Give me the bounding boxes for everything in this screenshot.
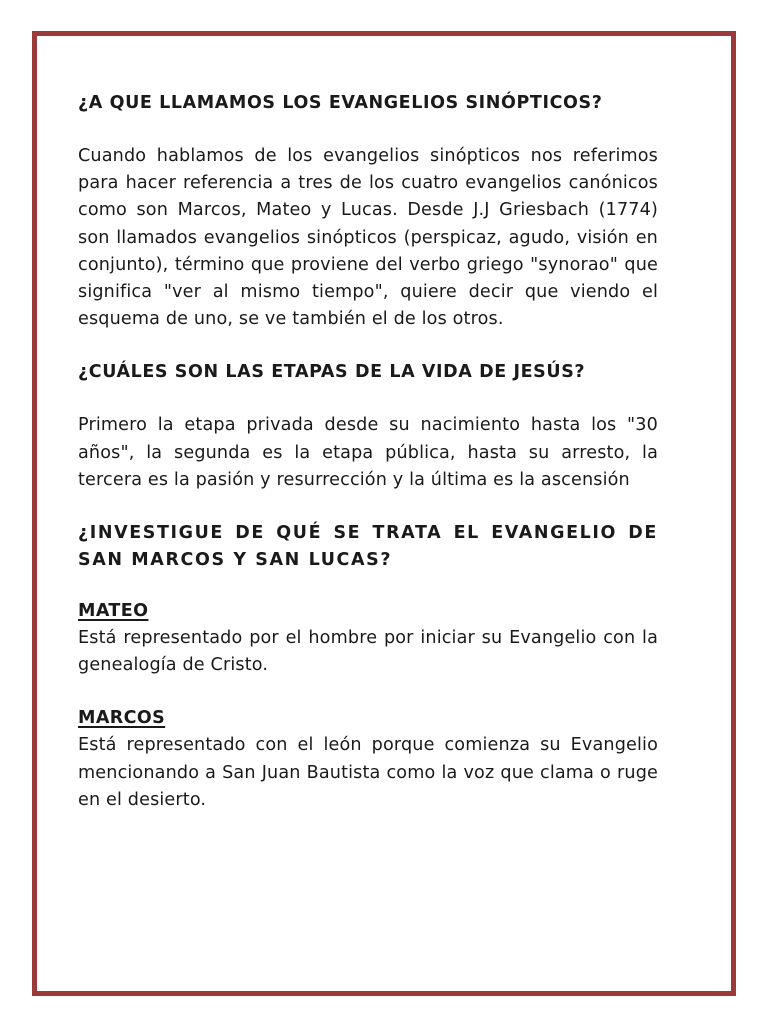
answer-paragraph-sinopticos: Cuando hablamos de los evangelios sinópticos nos referimos para hacer referencia a tres de los cuatro evangelios canónicos como son Marcos, Mateo y Lucas. Desde J.J Griesbach (1774) son llamados evangelios sinópticos (perspicaz, agudo, visión en conjunto), término que proviene del verbo griego "synorao" que significa "ver al mismo tiempo", quiere decir que viendo el esquema de uno, se ve también el de los otros. xyxy=(78,146,658,330)
question-heading-evangelios: ¿INVESTIGUE DE QUÉ SE TRATA EL EVANGELIO DE SAN MARCOS Y SAN LUCAS? xyxy=(78,523,658,571)
question-heading-sinopticos: ¿A QUE LLAMAMOS LOS EVANGELIOS SINÓPTICOS? xyxy=(78,93,603,113)
section-paragraph-mateo: Está representado por el hombre por iniciar su Evangelio con la genealogía de Cristo. xyxy=(78,628,658,676)
answer-paragraph-etapas: Primero la etapa privada desde su nacimiento hasta los "30 años", la segunda es la etapa pública, hasta su arresto, la tercera es la pasión y resurrección y la última es la ascensión xyxy=(78,415,658,490)
document-content xyxy=(78,80,658,814)
section-title-marcos: MARCOS xyxy=(78,708,166,729)
question-heading-etapas: ¿CUÁLES SON LAS ETAPAS DE LA VIDA DE JESÚS? xyxy=(78,362,586,383)
section-paragraph-marcos: Está representado con el león porque comienza su Evangelio mencionando a San Juan Bautista como la voz que clama o ruge en el desierto. xyxy=(78,735,658,810)
section-title-mateo: MATEO xyxy=(78,601,149,622)
